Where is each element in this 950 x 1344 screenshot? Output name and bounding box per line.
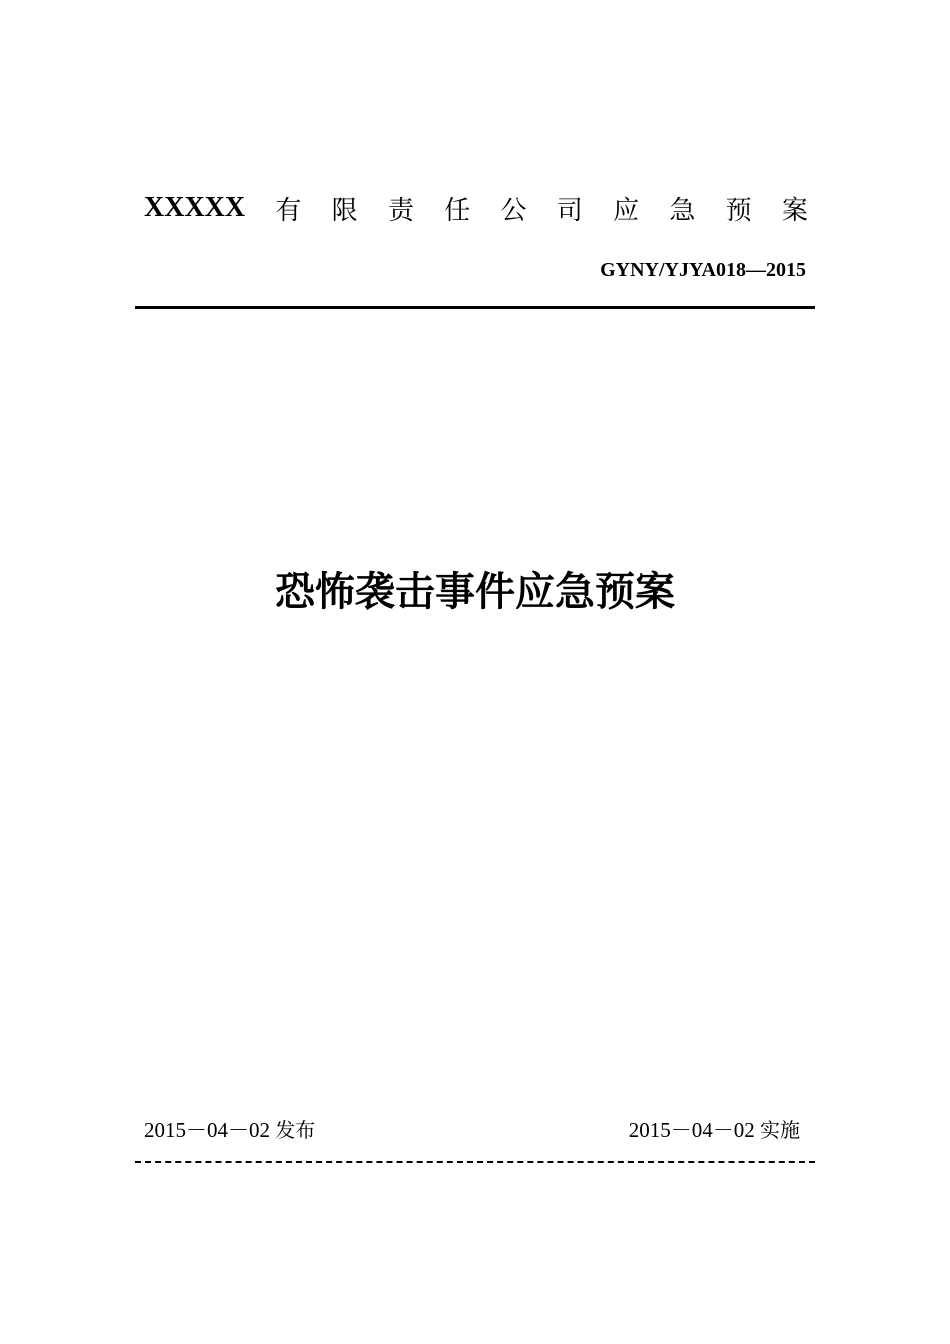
company-char: 限 (331, 195, 358, 226)
company-char: 应 (613, 195, 640, 226)
company-char: 有 (275, 195, 302, 226)
company-char: 司 (556, 195, 583, 226)
effective-date: 2015－04－02 (628, 1118, 755, 1142)
company-header (144, 186, 808, 230)
effective-date-group (629, 1114, 800, 1144)
header-divider (135, 306, 815, 309)
company-char: 责 (387, 195, 414, 226)
issue-date-group (144, 1114, 315, 1144)
company-char: 任 (444, 195, 471, 226)
company-char: 公 (500, 195, 527, 226)
company-prefix: XXXXX (144, 192, 246, 223)
company-char: 案 (781, 195, 808, 226)
footer-divider (135, 1161, 815, 1163)
document-title: 恐怖袭击事件应急预案 (275, 569, 675, 615)
document-code: GYNY/YJYA018—2015 (600, 259, 806, 281)
date-row (144, 1114, 800, 1144)
company-char: 急 (669, 195, 696, 226)
effective-label: 实施 (760, 1118, 800, 1142)
issue-date: 2015－04－02 (144, 1118, 270, 1142)
company-char: 预 (725, 195, 752, 226)
issue-label: 发布 (275, 1118, 316, 1142)
